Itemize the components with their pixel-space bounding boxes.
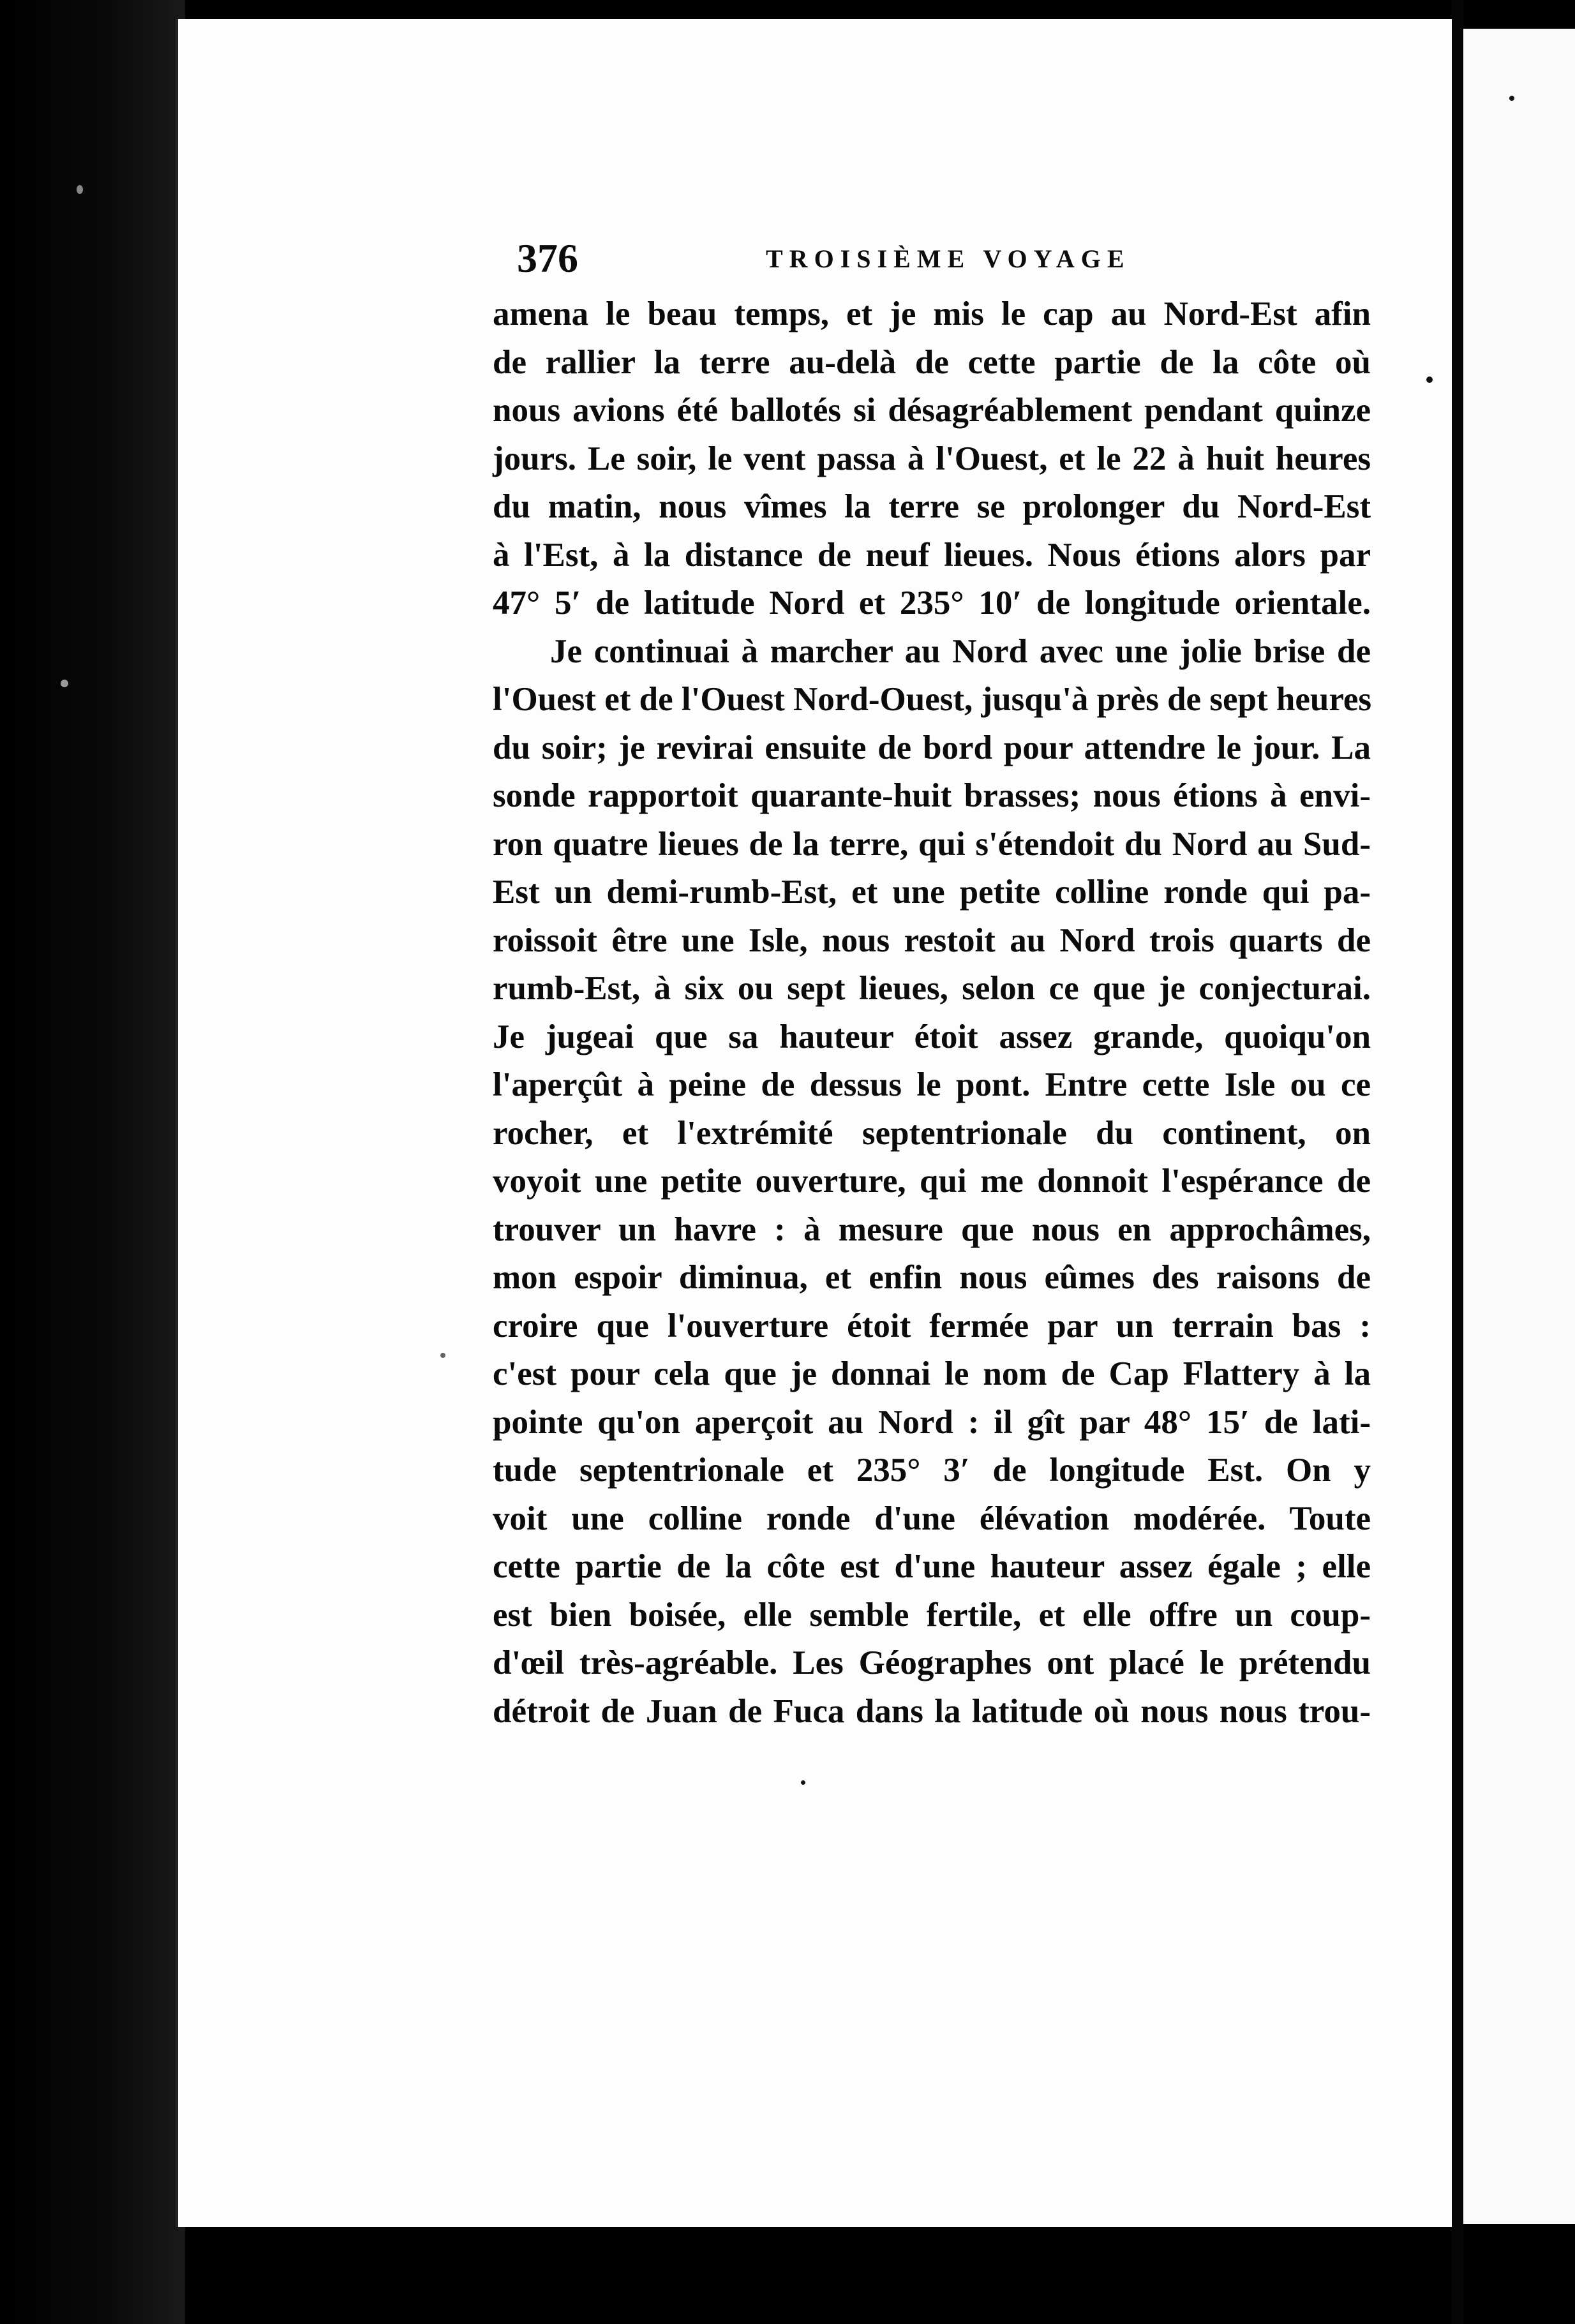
text-line: Je jugeai que sa hauteur étoit assez grande, quoiqu'on (493, 1018, 1371, 1055)
text-line: amena le beau temps, et je mis le cap au Nord-Est afin (493, 295, 1371, 332)
scan-speck (801, 1780, 805, 1785)
text-line: roissoit être une Isle, nous restoit au Nord trois quarts de (493, 921, 1371, 959)
text-line: cette partie de la côte est d'une hauteur assez égale ; elle (493, 1548, 1371, 1585)
scan-speck (61, 680, 68, 687)
page-header (517, 230, 1378, 287)
text-line: 47° 5′ de latitude Nord et 235° 10′ de longitude orientale. (493, 585, 1371, 622)
page-gutter (1452, 0, 1463, 2324)
text-line: est bien boisée, elle semble fertile, et elle offre un coup- (493, 1596, 1371, 1634)
text-line: ron quatre lieues de la terre, qui s'étendoit du Nord au Sud- (493, 825, 1371, 863)
text-line: d'œil très-agréable. Les Géographes ont placé le prétendu (493, 1644, 1371, 1681)
text-line: pointe qu'on aperçoit au Nord : il gît par 48° 15′ de lati- (493, 1403, 1371, 1441)
text-line: trouver un havre : à mesure que nous en approchâmes, (493, 1210, 1371, 1248)
text-line: Est un demi-rumb-Est, et une petite colline ronde qui pa- (493, 874, 1371, 911)
text-line: c'est pour cela que je donnai le nom de Cap Flattery à la (493, 1355, 1371, 1392)
running-head: TROISIÈME VOYAGE (766, 244, 1131, 273)
page-number: 376 (517, 235, 578, 281)
text-line: nous avions été ballotés si désagréablement pendant quinze (493, 392, 1371, 429)
text-line: l'aperçût à peine de dessus le pont. Entre cette Isle ou ce (493, 1066, 1371, 1103)
text-line: sonde rapportoit quarante-huit brasses; nous étions à envi- (493, 777, 1371, 814)
text-line: rocher, et l'extrémité septentrionale du continent, on (493, 1114, 1371, 1152)
text-line: croire que l'ouverture étoit fermée par un terrain bas : (493, 1307, 1371, 1344)
facing-page-edge (1463, 29, 1575, 2224)
scan-speck (1426, 376, 1433, 383)
paragraph-start-line: Je continuai à marcher au Nord avec une jolie brise de (550, 632, 1371, 670)
text-line: à l'Est, à la distance de neuf lieues. Nous étions alors par (493, 536, 1371, 574)
text-line: du soir; je revirai ensuite de bord pour attendre le jour. La (493, 729, 1371, 766)
book-spine-shadow (0, 0, 185, 2324)
text-line: du matin, nous vîmes la terre se prolonger du Nord-Est (493, 488, 1371, 525)
text-line: de rallier la terre au-delà de cette partie de la côte où (493, 343, 1371, 381)
scan-speck (77, 185, 83, 194)
text-line: l'Ouest et de l'Ouest Nord-Ouest, jusqu'à près de sept heures (493, 681, 1372, 718)
text-line: voit une colline ronde d'une élévation modérée. Toute (493, 1500, 1371, 1537)
scan-speck (440, 1353, 445, 1358)
text-line: tude septentrionale et 235° 3′ de longitude Est. On y (493, 1452, 1371, 1489)
text-line: voyoit une petite ouverture, qui me donnoit l'espérance de (493, 1163, 1371, 1200)
text-line: rumb-Est, à six ou sept lieues, selon ce que je conjecturai. (493, 970, 1371, 1007)
text-line: jours. Le soir, le vent passa à l'Ouest, et le 22 à huit heures (493, 440, 1371, 477)
text-line: détroit de Juan de Fuca dans la latitude où nous nous trou- (493, 1692, 1371, 1730)
scan-speck (1509, 96, 1514, 101)
text-line: mon espoir diminua, et enfin nous eûmes des raisons de (493, 1259, 1371, 1296)
body-text (493, 290, 1371, 1736)
